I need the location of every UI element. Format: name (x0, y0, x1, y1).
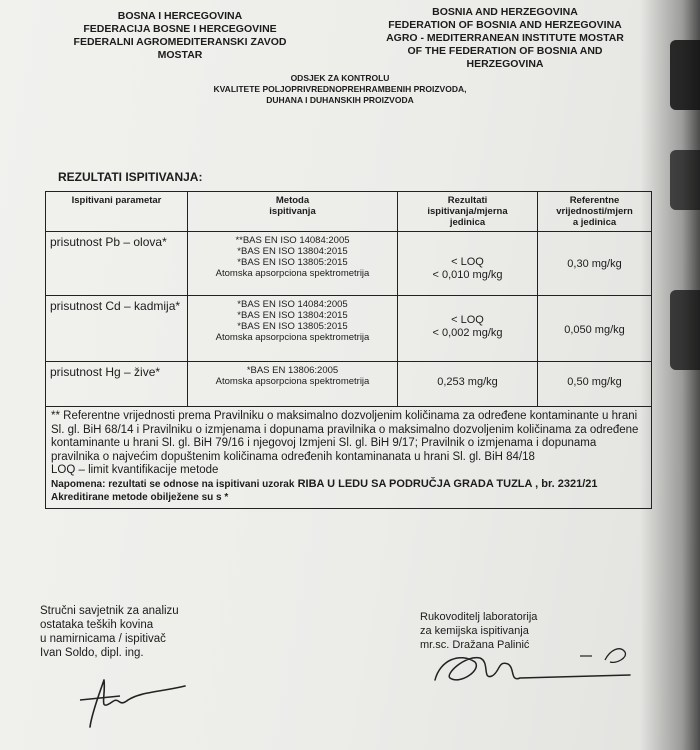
header-reference-line: Referentne (569, 195, 620, 206)
reference-cell: 0,050 mg/kg (564, 324, 625, 336)
header-right-line: OF THE FEDERATION OF BOSNIA AND (407, 45, 603, 57)
table-notes (46, 407, 651, 508)
signature-left-line: u namirnicama / ispitivač (40, 633, 166, 645)
header-right-line: FEDERATION OF BOSNIA AND HERZEGOVINA (388, 19, 622, 31)
header-right (360, 6, 650, 71)
department-heading (180, 73, 500, 106)
header-method-line: ispitivanja (269, 206, 316, 217)
department-line: ODSJEK ZA KONTROLU (290, 73, 390, 83)
signature-left-line: Stručni savjetnik za analizu (40, 605, 179, 617)
param-cell: prisutnost Hg – žive* (46, 362, 188, 406)
result-cell (398, 296, 538, 361)
header-right-line: HERZEGOVINA (466, 58, 544, 70)
result-line: < 0,002 mg/kg (432, 327, 503, 339)
method-cell (188, 362, 398, 406)
method-line: *BAS EN ISO 13805:2015 (237, 321, 348, 332)
header-result-line: Rezultati (447, 195, 488, 206)
table-header-row (46, 192, 651, 232)
header-left (45, 10, 315, 62)
method-line: *BAS EN ISO 13805:2015 (237, 257, 348, 268)
result-line: < 0,010 mg/kg (432, 269, 503, 281)
header-result-line: ispitivanja/mjerna (427, 206, 508, 217)
header-param: Ispitivani parametar (46, 192, 188, 231)
loq-note: LOQ – limit kvantifikacije metode (51, 464, 219, 476)
result-line: < LOQ (451, 256, 484, 268)
method-line: Atomska apsorpciona spektrometrija (215, 376, 370, 387)
header-left-line: BOSNA I HERCEGOVINA (117, 10, 243, 22)
header-right-line: BOSNIA AND HERZEGOVINA (432, 6, 578, 18)
header-result (398, 192, 538, 231)
method-line: *BAS EN ISO 13804:2015 (237, 310, 348, 321)
method-line: *BAS EN 13806:2005 (246, 365, 339, 376)
header-left-line: FEDERACIJA BOSNE I HERCEGOVINE (83, 23, 277, 35)
param-cell: prisutnost Pb – olova* (46, 232, 188, 295)
napomena-label: Napomena: rezultati se odnose na ispitivani uzorak (51, 478, 295, 490)
header-method (188, 192, 398, 231)
reference-cell: 0,30 mg/kg (567, 258, 622, 270)
reference-note: ** Referentne vrijednosti prema Pravilniku o maksimalno dozvoljenim količinama za određene kontaminante u hrani Sl. gl. BiH 68/14 i Pravilniku o izmjenama i dopunama pravilnika o maksimalno dozvoljenim količinama za određene kontaminante u hrani Sl. gl. BiH 79/16 i njegovoj Izmjeni Sl. gl. BiH 9/17; Pravilnik o izmjenama i dopunama pravilnika o najvećim dopuštenim količinama određenih kontaminanata u hrani Sl. gl. BiH 84/18 (51, 410, 639, 463)
signature-block-left (40, 604, 179, 660)
table-row (46, 296, 651, 362)
signature-left-line: ostataka teških kovina (40, 619, 154, 631)
method-line: *BAS EN ISO 13804:2015 (237, 246, 348, 257)
result-line: < LOQ (451, 314, 484, 326)
sample-name: RIBA U LEDU SA PODRUČJA GRADA TUZLA , br. 2321/21 (297, 477, 598, 490)
results-table (45, 191, 652, 509)
method-line: Atomska apsorpciona spektrometrija (215, 332, 370, 343)
header-left-line: MOSTAR (157, 49, 203, 61)
header-reference-line: vrijednosti/mjern (556, 206, 633, 217)
header-right-line: AGRO - MEDITERRANEAN INSTITUTE MOSTAR (386, 32, 624, 44)
table-row (46, 362, 651, 407)
section-title: REZULTATI ISPITIVANJA: (58, 170, 203, 184)
table-row (46, 232, 651, 296)
department-line: KVALITETE POLJOPRIVREDNOPREHRAMBENIH PROIZVODA, (213, 84, 467, 94)
department-line: DUHANA I DUHANSKIH PROIZVODA (266, 95, 414, 105)
header-method-line: Metoda (275, 195, 310, 206)
scan-edge-mark (670, 150, 700, 210)
signature-right-line: mr.sc. Dražana Palinić (420, 639, 530, 651)
result-line: 0,253 mg/kg (437, 376, 498, 388)
header-reference-line: a jedinica (572, 217, 617, 228)
result-cell (398, 362, 538, 406)
param-cell: prisutnost Cd – kadmija* (46, 296, 188, 361)
signature-right-scribble (420, 640, 640, 695)
header-left-line: FEDERALNI AGROMEDITERANSKI ZAVOD (73, 36, 287, 48)
result-cell (398, 232, 538, 295)
signature-right-line: za kemijska ispitivanja (420, 625, 529, 637)
header-reference (538, 192, 651, 231)
scan-edge-mark (670, 290, 700, 370)
accredited-note: Akreditirane metode obilježene su s * (51, 492, 229, 503)
signature-left-line: Ivan Soldo, dipl. ing. (40, 647, 144, 659)
method-line: *BAS EN ISO 14084:2005 (237, 299, 348, 310)
method-cell (188, 296, 398, 361)
method-line: **BAS EN ISO 14084:2005 (235, 235, 350, 246)
method-line: Atomska apsorpciona spektrometrija (215, 268, 370, 279)
scan-edge-mark (670, 40, 700, 110)
reference-cell: 0,50 mg/kg (567, 376, 622, 388)
signature-left-scribble (60, 672, 190, 732)
method-cell (188, 232, 398, 295)
header-result-line: jedinica (449, 217, 486, 228)
signature-right-line: Rukovoditelj laboratorija (420, 611, 538, 623)
